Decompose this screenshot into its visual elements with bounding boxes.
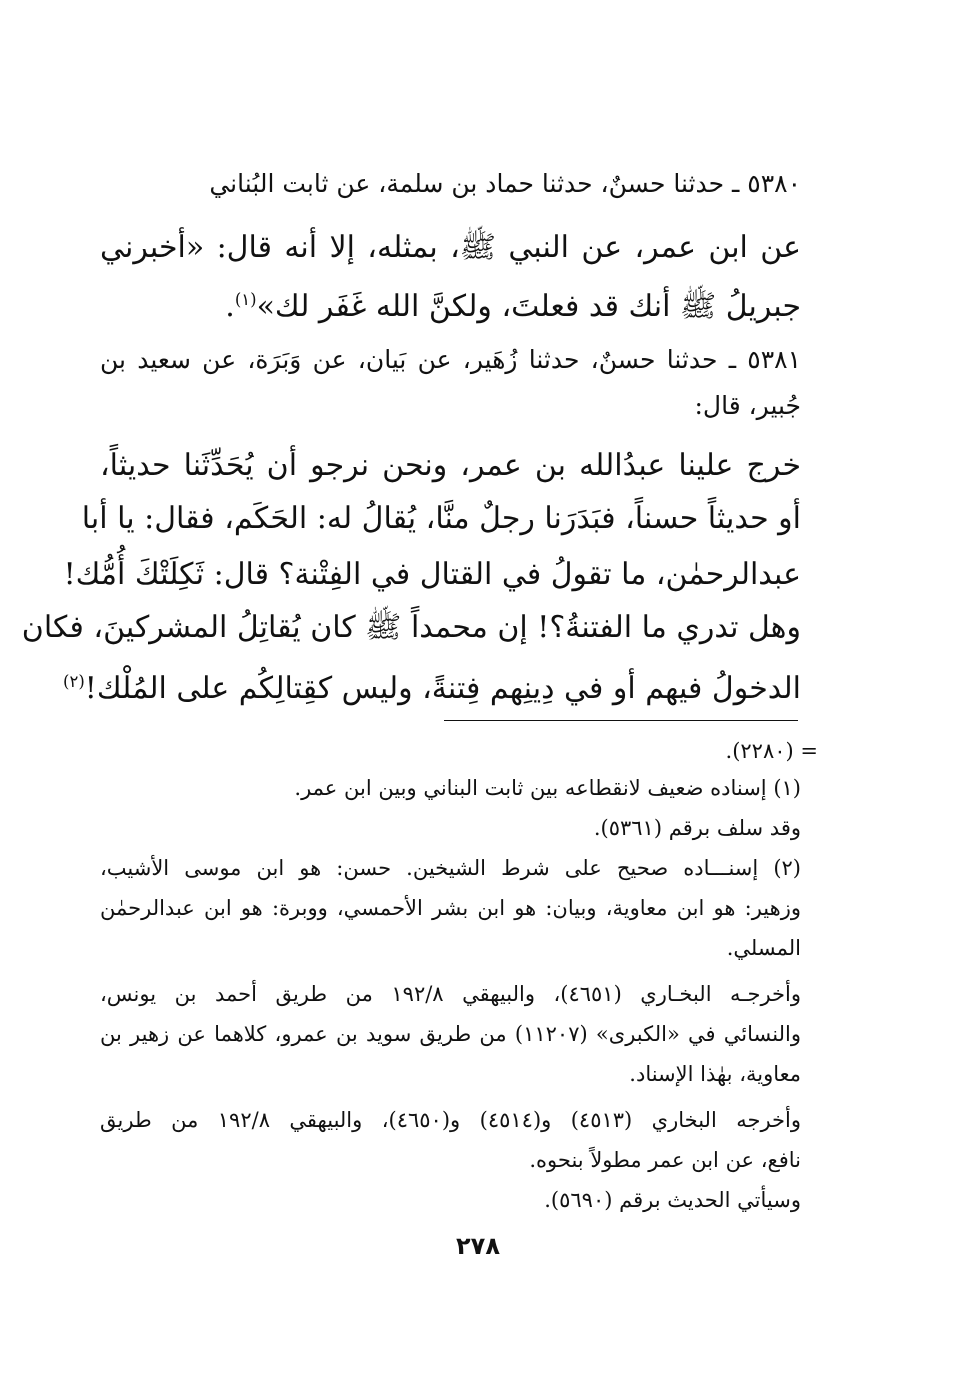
footnote-ref-2: (٢)	[63, 672, 85, 691]
footnote-divider	[444, 720, 798, 721]
hadith-5381-text: الدخولُ فيهم أو في دِينِهم فِتنةً، وليس كقِتالِكُم على المُلْك!	[84, 671, 801, 706]
footnote-2-line: وسيأتي الحديث برقم (٥٦٩٠).	[544, 1188, 801, 1212]
footnote-2-line: (٢) إسنـــاده صحيح على شرط الشيخين. حسن: هو ابن موسى الأشيب،	[100, 856, 801, 880]
hadith-5381-text-line: خرج علينا عبدُالله بن عمر، ونحن نرجو أن يُحَدِّثَنا حديثاً،	[100, 448, 801, 483]
punctuation: .	[225, 289, 235, 324]
page-number: ٢٧٨	[456, 1232, 500, 1260]
hadith-5381-text-line	[63, 662, 801, 709]
hadith-5381-header: ٥٣٨١ ـ حدثنا حسنٌ، حدثنا زُهَير، عن بَيان، عن وَبَرَة، عن سعيد بن	[100, 345, 801, 374]
hadith-5381-text-line: عبدالرحمٰن، ما تقولُ في القتال في الفِتْنة؟ قال: ثَكِلَتْكَ أُمُّك!	[63, 557, 801, 592]
footnote-2-line: المسلي.	[726, 936, 801, 960]
hadith-5380-text: جبريلُ ﷺ أنك قد فعلتَ، ولكنَّ الله غَفَر لك»	[256, 289, 801, 324]
footnote-1-line: (١) إسناده ضعيف لانقطاعه بين ثابت البناني وبين ابن عمر.	[294, 776, 801, 800]
footnote-1-line: وقد سلف برقم (٥٣٦١).	[593, 816, 801, 840]
footnote-2-line: وزهير: هو ابن معاوية، وبيان: هو ابن بشر الأحمسي، ووبرة: هو ابن عبدالرحمٰن	[100, 896, 801, 920]
hadith-5381-text-line: أو حديثاً حسناً، فبَدَرَنا رجلٌ منَّا، يُقالُ له: الحَكَم، فقال: يا أبا	[81, 501, 801, 536]
footnote-2-line: نافع، عن ابن عمر مطولاً بنحوه.	[529, 1148, 801, 1172]
footnote-2-line: وأخرجه البخاري (٤٥١٣) و(٤٥١٤) و(٤٦٥٠)، والبيهقي ١٩٢/٨ من طريق	[100, 1108, 802, 1132]
footnote-continued: = (٢٢٨٠).	[725, 739, 818, 763]
hadith-5380-text-line	[225, 280, 801, 327]
hadith-5381-header-cont: جُبير، قال:	[694, 391, 801, 420]
footnote-2-line: وأخرجـه البخـاري (٤٦٥١)، والبيهقي ١٩٢/٨ من طريق أحمد بن يونس،	[100, 982, 801, 1006]
footnote-2-line: والنسائي في «الكبرى» (١١٢٠٧) من طريق سويد بن عمرو، كلاهما عن زهير بن	[100, 1022, 801, 1046]
footnote-ref-1: (١)	[234, 290, 257, 309]
hadith-5381-text-line: وهل تدري ما الفتنةُ؟! إن محمداً ﷺ كان يُقاتِلُ المشركينَ، فكان	[21, 610, 801, 645]
hadith-5380-text-line: عن ابن عمر، عن النبي ﷺ، بمثله، إلا أنه قال: «أخبرني	[100, 230, 801, 265]
footnote-2-line: معاوية، بهٰذا الإسناد.	[629, 1062, 801, 1086]
hadith-5380-header: ٥٣٨٠ ـ حدثنا حسنٌ، حدثنا حماد بن سلمة، عن ثابت البُناني	[209, 169, 801, 198]
